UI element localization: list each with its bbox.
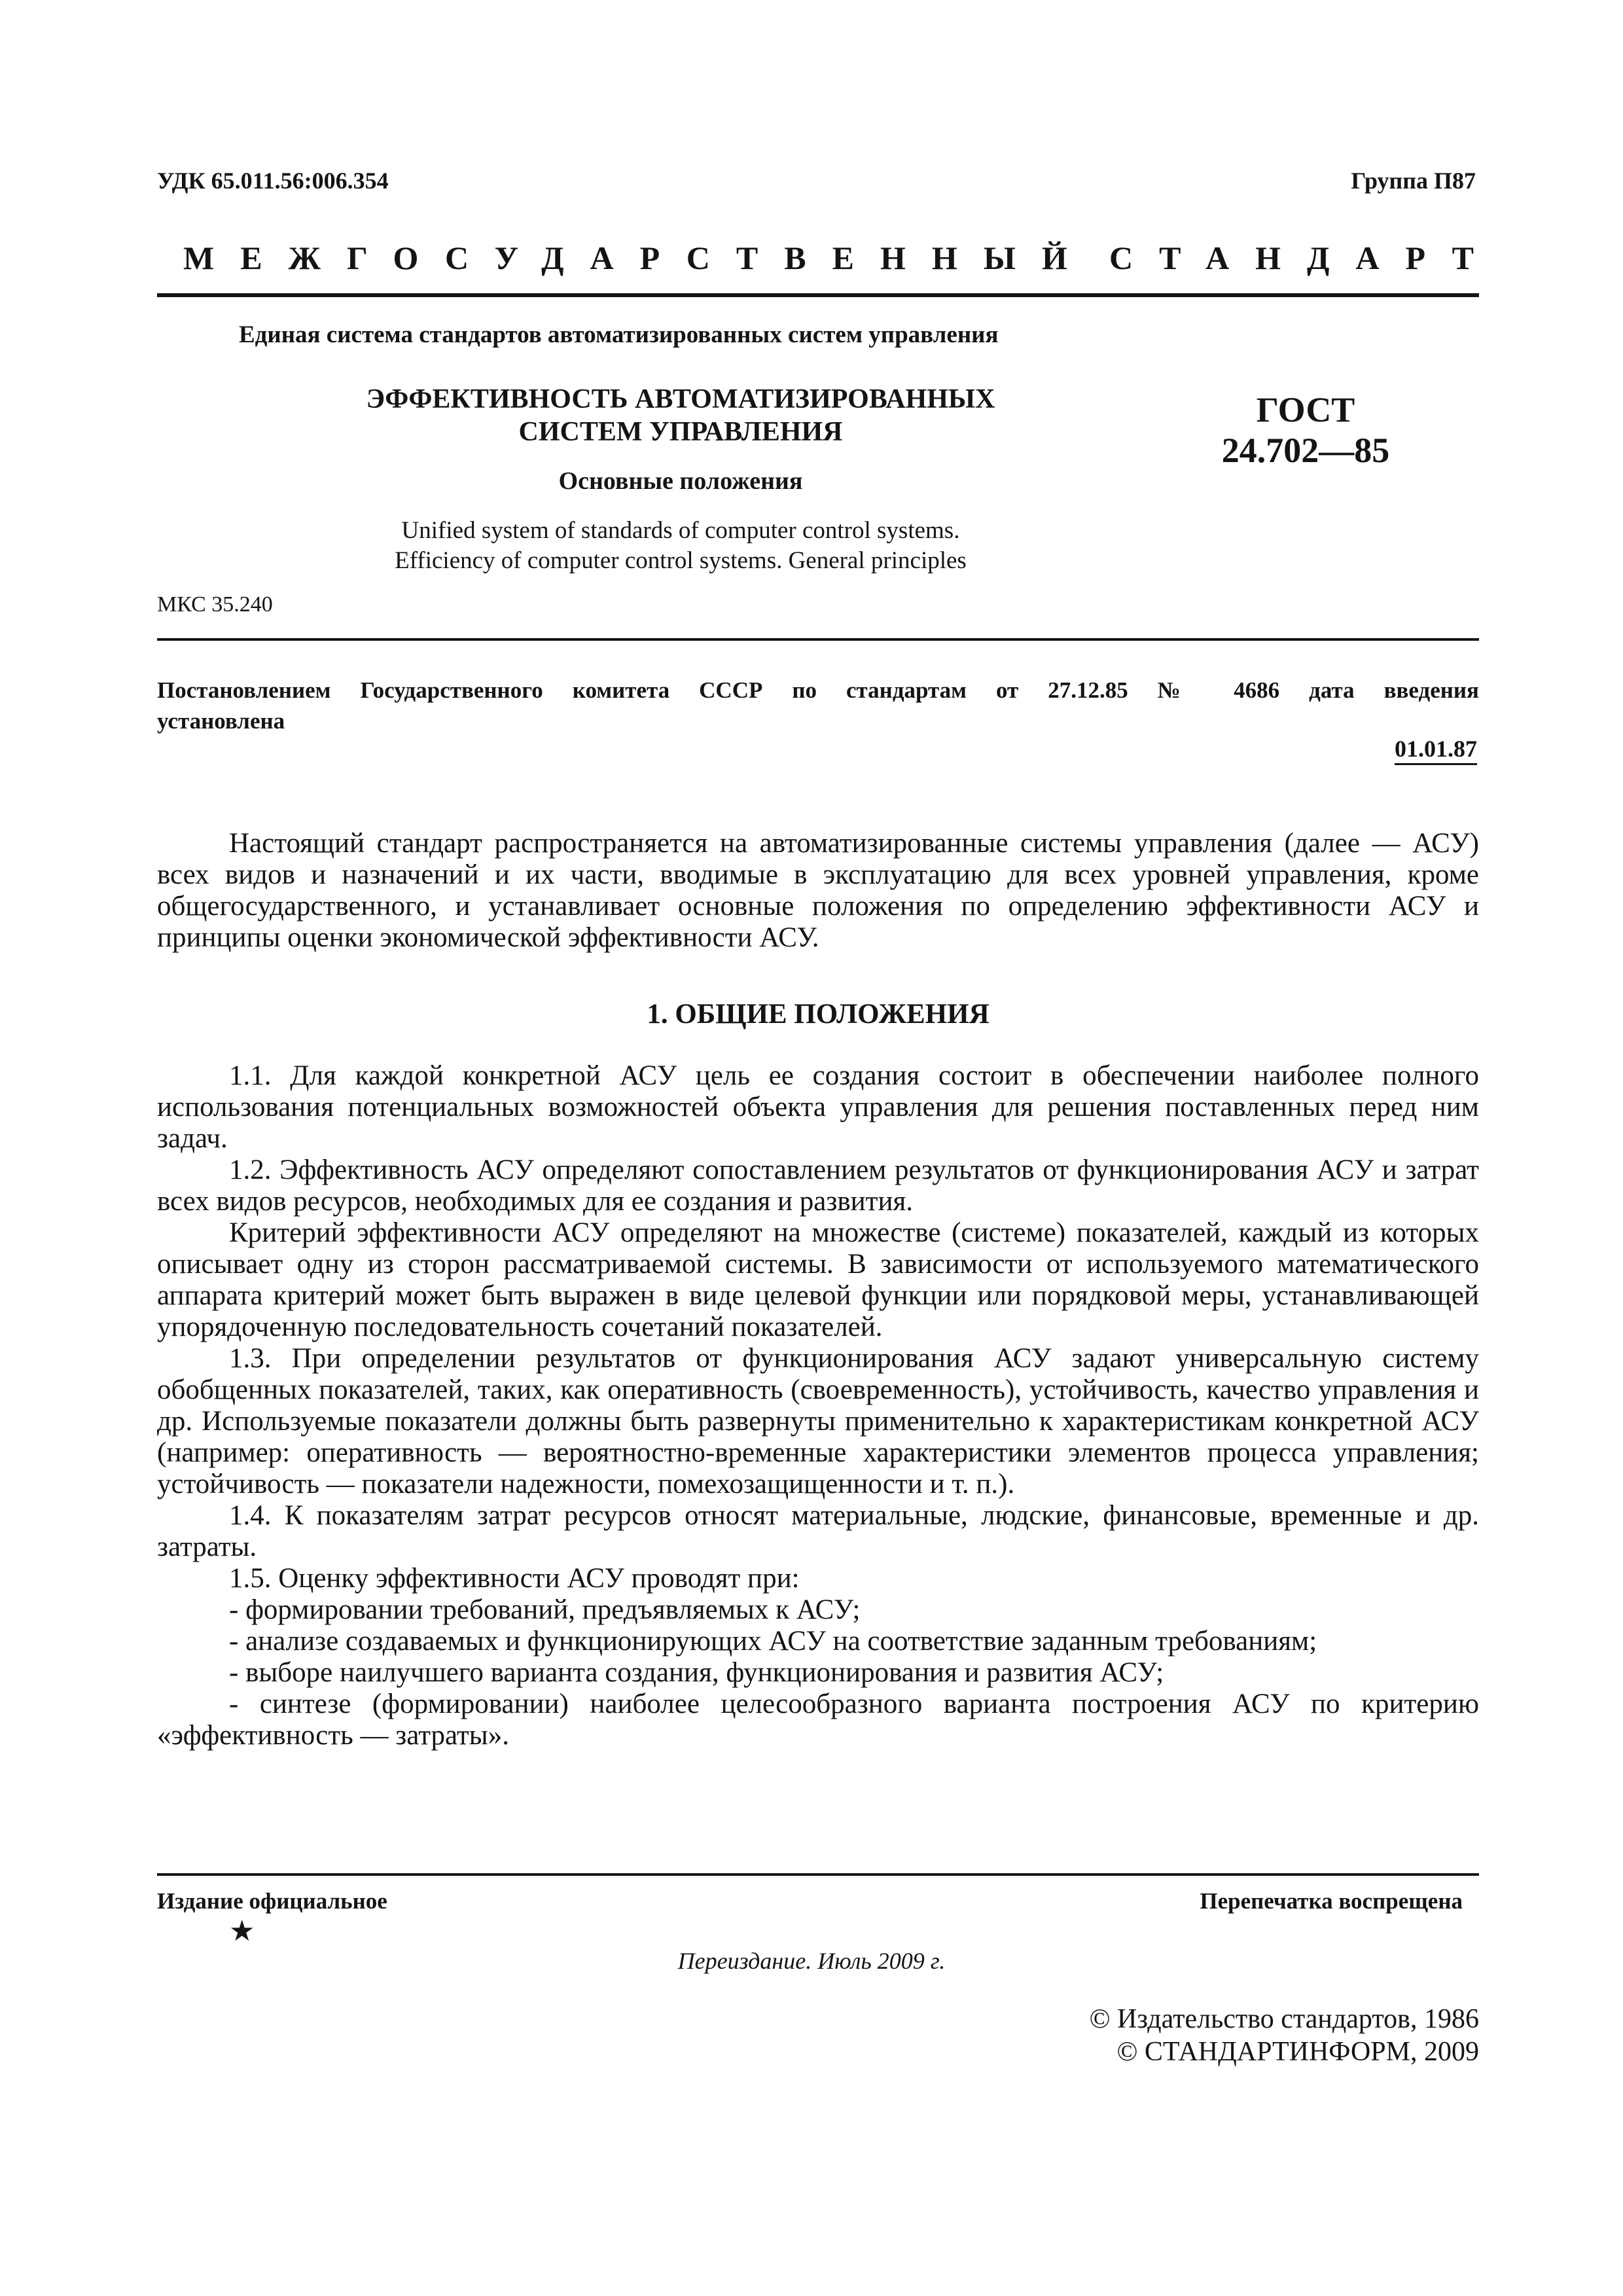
title-line-1: ЭФФЕКТИВНОСТЬ АВТОМАТИЗИРОВАННЫХ xyxy=(366,384,995,414)
paragraph-1-2: 1.2. Эффективность АСУ определяют сопоставлением результатов от функционирования АСУ и затрат всех видов ресурсов, необходимых для ее создания и развития. xyxy=(157,1155,1479,1217)
section-heading: 1. ОБЩИЕ ПОЛОЖЕНИЯ xyxy=(647,999,990,1030)
introduction-date-value: 01.01.87 xyxy=(1395,736,1477,765)
gost-label: ГОСТ xyxy=(1256,390,1355,429)
paragraph-1-4: 1.4. К показателям затрат ресурсов относят материальные, людские, финансовые, временные и др. затраты. xyxy=(157,1500,1479,1562)
english-title-line-1: Unified system of standards of computer control systems. xyxy=(401,517,960,544)
list-item: - синтезе (формировании) наиболее целесообразного варианта построения АСУ по критерию «эффективность — затраты». xyxy=(157,1689,1479,1751)
document-subtitle: Основные положения xyxy=(558,467,803,495)
udk-code: УДК 65.011.56:006.354 xyxy=(157,168,389,194)
english-title xyxy=(288,516,1073,576)
header-rule xyxy=(157,293,1479,297)
copyright-2009: © СТАНДАРТИНФОРМ, 2009 xyxy=(1116,2037,1479,2067)
group-code: Группа П87 xyxy=(1351,168,1476,194)
title-rule xyxy=(157,638,1479,641)
section-body xyxy=(157,1060,1479,1751)
official-edition: Издание официальное xyxy=(157,1888,387,1914)
decree-text: Постановлением Государственного комитета СССР по стандартам от 27.12.85 № 4686 дата введения xyxy=(157,677,1479,703)
gost-designation xyxy=(1165,389,1446,471)
copyright-1986: © Издательство стандартов, 1986 xyxy=(1089,2004,1479,2034)
paragraph-criterion: Критерий эффективности АСУ определяют на множестве (системе) показателей, каждый из которых описывает одну из сторон рассматриваемой системы. В зависимости от используемого математического аппарата критерий может быть выражен в виде целевой функции или порядковой меры, устанавливающей упорядоченную последовательность сочетаний показателей. xyxy=(157,1217,1479,1342)
intro-paragraph: Настоящий стандарт распространяется на автоматизированные системы управления (далее — АСУ) всех видов и назначений и их части, вводимые в эксплуатацию для всех уровней управления, кроме общегосударственного, и устанавливает основные положения по определению эффективности АСУ и принципы оценки экономической эффективности АСУ. xyxy=(157,828,1479,953)
standard-label: СТАНДАРТ xyxy=(1109,240,1500,276)
introduction-date xyxy=(1243,735,1477,762)
english-title-line-2: Efficiency of computer control systems. General principles xyxy=(395,547,967,574)
title-line-2: СИСТЕМ УПРАВЛЕНИЯ xyxy=(518,417,843,447)
intro-section xyxy=(157,828,1479,954)
document-title xyxy=(288,383,1073,448)
star-icon: ★ xyxy=(229,1915,255,1947)
reprint-banned: Перепечатка воспрещена xyxy=(1200,1888,1463,1914)
gost-number: 24.702—85 xyxy=(1221,431,1390,470)
paragraph-1-3: 1.3. При определении результатов от функционирования АСУ задают универсальную систему обобщенных показателей, таких, как оперативность (своевременность), устойчивость, качество управления и др. Используемые показатели должны быть развернуты применительно к характеристикам конкретной АСУ (например: оперативность — вероятностно-временные характеристики элементов процесса управления; устойчивость — показатели надежности, помехозащищенности и т. п.). xyxy=(157,1343,1479,1499)
list-item: - выборе наилучшего варианта создания, функционирования и развития АСУ; xyxy=(229,1657,1164,1688)
paragraph-1-1: 1.1. Для каждой конкретной АСУ цель ее создания состоит в обеспечении наиболее полного использования потенциальных возможностей объекта управления для решения поставленных перед ним задач. xyxy=(157,1060,1479,1154)
copyright-block xyxy=(916,2003,1479,2068)
decree-established: установлена xyxy=(157,708,285,734)
paragraph-1-5: 1.5. Оценку эффективности АСУ проводят при: xyxy=(229,1563,800,1594)
list-item: - формировании требований, предъявляемых к АСУ; xyxy=(229,1594,861,1625)
footer-rule xyxy=(157,1873,1479,1876)
reissue-note: Переиздание. Июль 2009 г. xyxy=(677,1948,946,1974)
list-item: - анализе создаваемых и функционирующих АСУ на соответствие заданным требованиям; xyxy=(229,1626,1317,1657)
mks-code: МКС 35.240 xyxy=(157,592,273,617)
interstate-label: МЕЖГОСУДАРСТВЕННЫЙ xyxy=(183,240,1094,276)
standard-series: Единая система стандартов автоматизированных систем управления xyxy=(239,321,999,348)
